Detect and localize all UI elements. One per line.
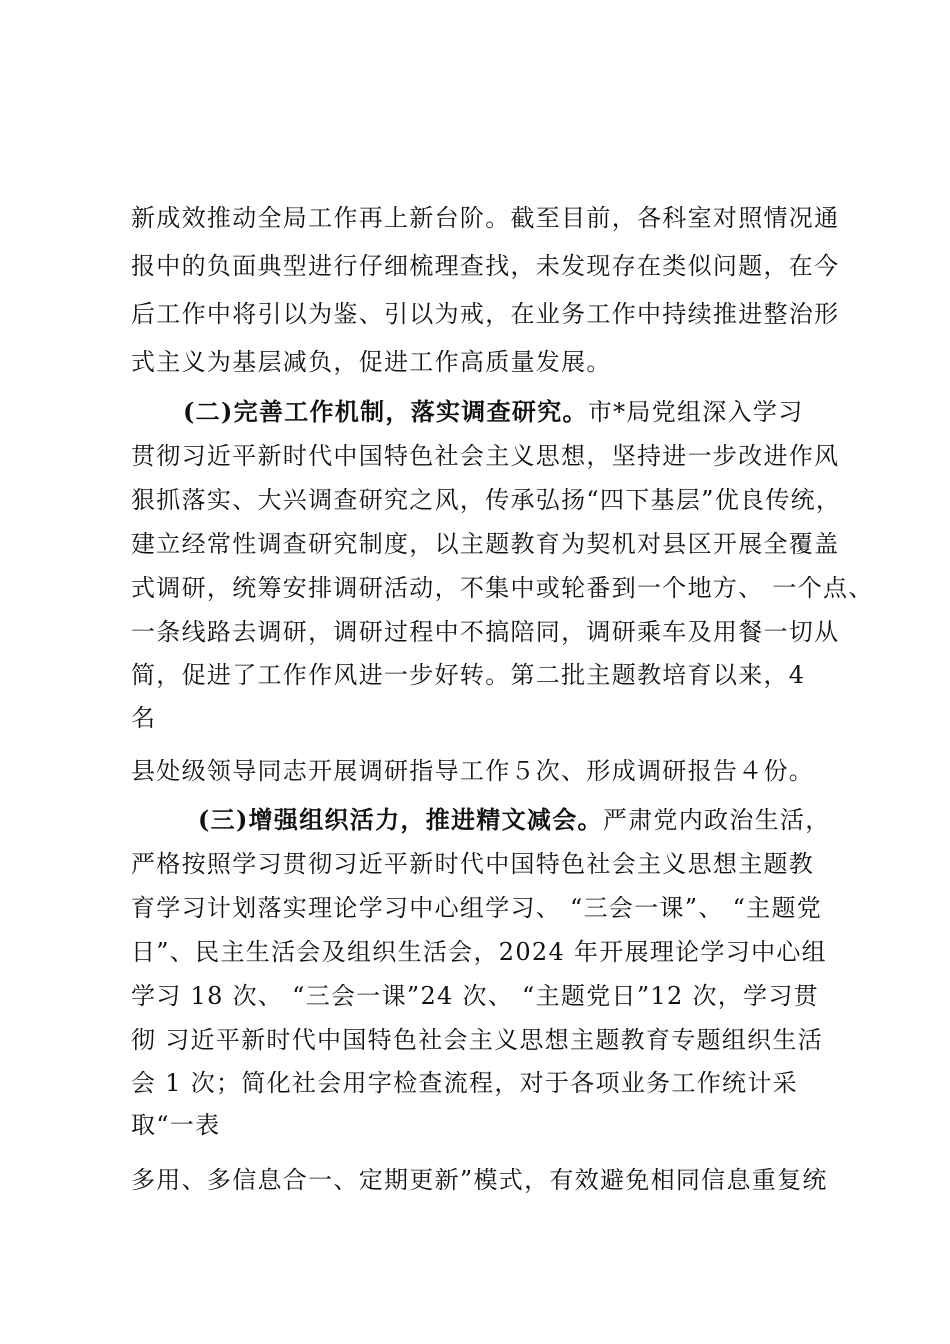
paragraph-line: 县处级领导同志开展调研指导工作５次、形成调研报告４份。	[131, 757, 815, 785]
paragraph-line: 式主义为基层减负，促进工作高质量发展。	[131, 348, 612, 376]
paragraph-line: 式调研，统筹安排调研活动，不集中或轮番到一个地方、 一个点、	[131, 574, 874, 602]
paragraph-line: 贯彻习近平新时代中国特色社会主义思想，坚持进一步改进作风	[131, 442, 840, 470]
paragraph-line: 会 1 次；简化社会用字检查流程，对于各项业务工作统计采	[131, 1069, 798, 1097]
section-heading: (二)完善工作机制，落实调查研究。	[183, 397, 588, 426]
paragraph-line: 后工作中将引以为鉴、引以为戒，在业务工作中持续推进整治形	[131, 300, 840, 328]
paragraph-line: 彻 习近平新时代中国特色社会主义思想主题教育专题组织生活	[131, 1026, 824, 1054]
section-heading-line	[183, 396, 883, 428]
paragraph-line: 严格按照学习贯彻习近平新时代中国特色社会主义思想主题教	[131, 850, 815, 878]
paragraph-line: 报中的负面典型进行仔细梳理查找，未发现存在类似问题，在今	[131, 252, 840, 280]
paragraph-line: 简，促进了工作作风进一步好转。第二批主题教培育以来，4	[131, 661, 806, 689]
paragraph-line: 新成效推动全局工作再上新台阶。截至目前，各科室对照情况通	[131, 204, 840, 232]
paragraph-line: 建立经常性调查研究制度，以主题教育为契机对县区开展全覆盖	[131, 530, 840, 558]
paragraph-text: 市*局党组深入学习	[587, 398, 804, 426]
section-heading-line	[198, 804, 898, 836]
section-heading: (三)增强组织活力，推进精文减会。	[198, 805, 603, 834]
paragraph-line: 日”、民主生活会及组织生活会，2024 年开展理论学习中心组	[131, 938, 827, 966]
paragraph-line: 多用、多信息合一、定期更新”模式，有效避免相同信息重复统	[131, 1166, 828, 1194]
paragraph-line: 育学习计划落实理论学习中心组学习、 “三会一课”、 “主题党	[131, 894, 823, 922]
paragraph-line: 一条线路去调研，调研过程中不搞陪同，调研乘车及用餐一切从	[131, 618, 840, 646]
paragraph-line: 狠抓落实、大兴调查研究之风，传承弘扬“四下基层”优良传统，	[131, 486, 842, 514]
paragraph-text: 严肃党内政治生活，	[602, 806, 831, 834]
paragraph-line: 取“一表	[131, 1111, 221, 1139]
paragraph-line: 名	[131, 704, 157, 732]
paragraph-line: 学习 18 次、 “三会一课”24 次、 “主题党日”12 次，学习贯	[131, 982, 819, 1010]
